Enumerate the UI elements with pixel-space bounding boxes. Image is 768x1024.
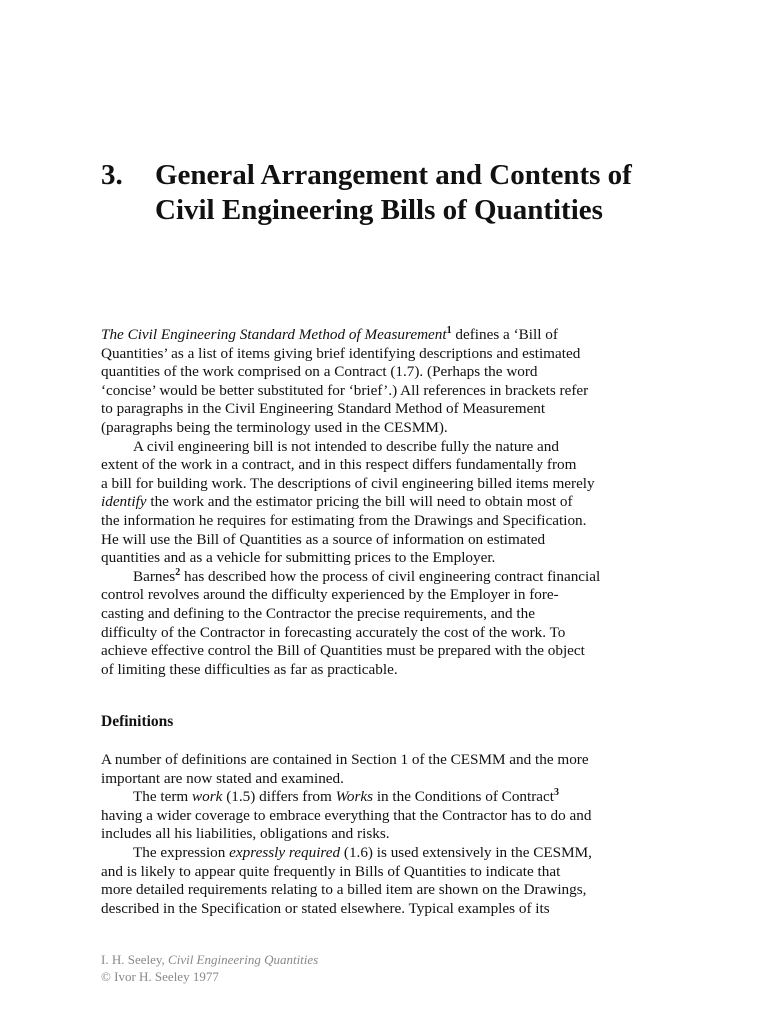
paragraph [101, 844, 671, 918]
text-line: to paragraphs in the Civil Engineering Standard Method of Measurement [101, 400, 546, 418]
paragraph [101, 751, 671, 788]
text-line: Barnes$^2$ has described how the process of civil engineering contract financial [133, 566, 601, 585]
text-line: A civil engineering bill is not intended to describe fully the nature and [133, 437, 559, 455]
section-heading: Definitions [101, 713, 174, 730]
text-line: He will use the Bill of Quantities as a source of information on estimated [101, 530, 546, 548]
definitions-text [101, 751, 671, 918]
text-line: casting and defining to the Contractor the precise requirements, and the [101, 604, 535, 622]
text-line: more detailed requirements relating to a billed item are shown on the Drawings, [101, 881, 587, 899]
text-line: includes all his liabilities, obligations and risks. [101, 825, 390, 843]
text-line: quantities and as a vehicle for submitting prices to the Employer. [101, 549, 496, 567]
text-line: a bill for building work. The descriptions of civil engineering billed items merely [101, 474, 595, 492]
text-line: ‘concise’ would be better substituted for ‘brief’.) All references in brackets refer [101, 381, 589, 399]
paragraph [101, 788, 671, 844]
text-line: Quantities’ as a list of items giving brief identifying descriptions and estimated [101, 344, 581, 362]
chapter-number: 3. [101, 159, 123, 191]
text-line: The expression expressly required (1.6) is used extensively in the CESMM, [133, 843, 592, 861]
chapter-title-line-1: General Arrangement and Contents of [155, 159, 632, 191]
text-line: of limiting these difficulties as far as practicable. [101, 660, 398, 678]
text-line: The term work (1.5) differs from Works in the Conditions of Contract$^3$ [133, 787, 559, 806]
text-line: the information he requires for estimating from the Drawings and Specification. [101, 511, 587, 529]
paragraph [101, 438, 671, 568]
text-line: quantities of the work comprised on a Contract (1.7). (Perhaps the word [101, 363, 538, 381]
footnote-marker: 1 [446, 325, 452, 336]
text-line: difficulty of the Contractor in forecasting accurately the cost of the work. To [101, 623, 566, 641]
text-line: (paragraphs being the terminology used in the CESMM). [101, 418, 448, 436]
text-line: having a wider coverage to embrace everything that the Contractor has to do and [101, 806, 592, 824]
text-line: achieve effective control the Bill of Quantities must be prepared with the object [101, 642, 585, 660]
chapter-title [155, 158, 721, 228]
text-line: The Civil Engineering Standard Method of Measurement$^1$ defines a ‘Bill of [101, 325, 558, 343]
chapter-heading [101, 158, 721, 228]
text-line: control revolves around the difficulty experienced by the Employer in fore- [101, 586, 559, 604]
chapter-title-line-2: Civil Engineering Bills of Quantities [155, 194, 603, 226]
book-title-reference: The Civil Engineering Standard Method of Measurement [101, 326, 447, 343]
text-line: extent of the work in a contract, and in this respect differs fundamentally from [101, 456, 577, 474]
paragraph [101, 568, 671, 680]
paragraph [101, 326, 671, 438]
book-title: Civil Engineering Quantities [168, 952, 319, 967]
citation-line: I. H. Seeley, Civil Engineering Quantities [101, 952, 319, 967]
footnote-marker: 3 [553, 787, 559, 799]
text-line: and is likely to appear quite frequently in Bills of Quantities to indicate that [101, 862, 561, 880]
text-line: described in the Specification or stated elsewhere. Typical examples of its [101, 899, 550, 917]
text-line: identify the work and the estimator pricing the bill will need to obtain most of [101, 493, 573, 511]
text-line: important are now stated and examined. [101, 769, 344, 787]
page-footer [101, 951, 318, 985]
copyright-line: © Ivor H. Seeley 1977 [101, 969, 219, 984]
intro-text [101, 326, 671, 679]
text-line: A number of definitions are contained in Section 1 of the CESMM and the more [101, 751, 589, 768]
footnote-marker: 2 [175, 566, 181, 578]
